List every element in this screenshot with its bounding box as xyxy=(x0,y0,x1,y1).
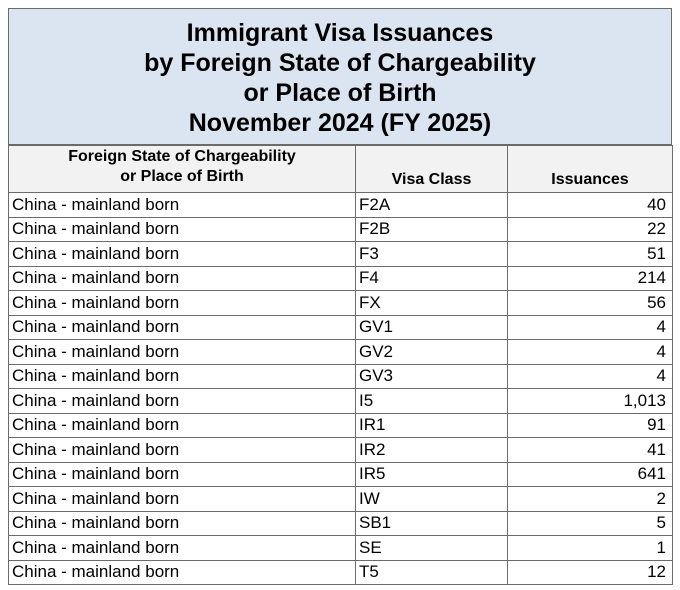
table-row xyxy=(9,242,673,267)
table-row xyxy=(9,413,673,438)
title-line-4: November 2024 (FY 2025) xyxy=(188,108,492,137)
cell-visa-class: IR2 xyxy=(356,438,508,463)
table-row xyxy=(9,438,673,463)
cell-state: China - mainland born xyxy=(9,462,356,487)
cell-issuances: 1 xyxy=(508,536,673,561)
title-line-1: Immigrant Visa Issuances xyxy=(186,18,494,47)
issuance-table xyxy=(8,145,673,585)
report-sheet xyxy=(8,8,672,585)
cell-issuances: 4 xyxy=(508,364,673,389)
cell-state: China - mainland born xyxy=(9,291,356,316)
cell-issuances: 40 xyxy=(508,193,673,218)
cell-visa-class: F2B xyxy=(356,217,508,242)
cell-issuances: 2 xyxy=(508,487,673,512)
header-state xyxy=(9,146,356,193)
cell-state: China - mainland born xyxy=(9,193,356,218)
cell-issuances: 4 xyxy=(508,340,673,365)
table-row xyxy=(9,315,673,340)
cell-state: China - mainland born xyxy=(9,242,356,267)
cell-visa-class: F2A xyxy=(356,193,508,218)
cell-state: China - mainland born xyxy=(9,438,356,463)
table-row xyxy=(9,462,673,487)
header-state-line-2: or Place of Birth xyxy=(120,168,244,185)
cell-visa-class: IR5 xyxy=(356,462,508,487)
cell-visa-class: F4 xyxy=(356,266,508,291)
table-body xyxy=(9,193,673,585)
cell-visa-class: GV2 xyxy=(356,340,508,365)
cell-visa-class: FX xyxy=(356,291,508,316)
title-line-2: by Foreign State of Chargeability xyxy=(144,48,536,77)
table-row xyxy=(9,340,673,365)
cell-state: China - mainland born xyxy=(9,315,356,340)
table-row xyxy=(9,217,673,242)
cell-state: China - mainland born xyxy=(9,536,356,561)
cell-visa-class: SE xyxy=(356,536,508,561)
cell-state: China - mainland born xyxy=(9,389,356,414)
cell-state: China - mainland born xyxy=(9,511,356,536)
table-row xyxy=(9,536,673,561)
cell-issuances: 12 xyxy=(508,560,673,585)
cell-state: China - mainland born xyxy=(9,266,356,291)
cell-visa-class: I5 xyxy=(356,389,508,414)
table-row xyxy=(9,511,673,536)
table-row xyxy=(9,266,673,291)
cell-issuances: 214 xyxy=(508,266,673,291)
cell-issuances: 22 xyxy=(508,217,673,242)
cell-state: China - mainland born xyxy=(9,487,356,512)
cell-issuances: 51 xyxy=(508,242,673,267)
table-row xyxy=(9,291,673,316)
cell-state: China - mainland born xyxy=(9,413,356,438)
report-title-box xyxy=(8,8,672,145)
cell-issuances: 1,013 xyxy=(508,389,673,414)
cell-issuances: 91 xyxy=(508,413,673,438)
cell-state: China - mainland born xyxy=(9,340,356,365)
header-state-line-1: Foreign State of Chargeability xyxy=(68,148,296,165)
cell-state: China - mainland born xyxy=(9,560,356,585)
cell-visa-class: GV1 xyxy=(356,315,508,340)
cell-issuances: 5 xyxy=(508,511,673,536)
cell-visa-class: GV3 xyxy=(356,364,508,389)
cell-visa-class: SB1 xyxy=(356,511,508,536)
cell-issuances: 4 xyxy=(508,315,673,340)
table-row xyxy=(9,364,673,389)
cell-issuances: 41 xyxy=(508,438,673,463)
table-row xyxy=(9,487,673,512)
cell-visa-class: F3 xyxy=(356,242,508,267)
table-row xyxy=(9,389,673,414)
cell-state: China - mainland born xyxy=(9,364,356,389)
title-line-3: or Place of Birth xyxy=(243,78,437,107)
cell-issuances: 641 xyxy=(508,462,673,487)
header-issuances: Issuances xyxy=(508,146,673,193)
header-visa-class: Visa Class xyxy=(356,146,508,193)
cell-visa-class: T5 xyxy=(356,560,508,585)
cell-visa-class: IW xyxy=(356,487,508,512)
cell-visa-class: IR1 xyxy=(356,413,508,438)
cell-state: China - mainland born xyxy=(9,217,356,242)
table-row xyxy=(9,560,673,585)
cell-issuances: 56 xyxy=(508,291,673,316)
table-row xyxy=(9,193,673,218)
header-row xyxy=(9,146,673,193)
